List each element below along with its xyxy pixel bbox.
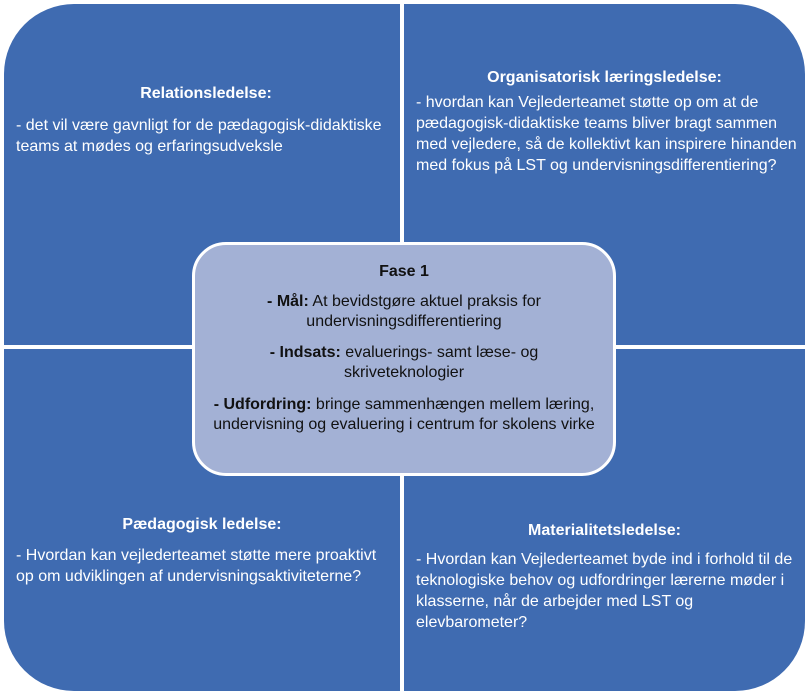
phase-item-label: - Indsats:	[269, 344, 341, 361]
phase-item-text: evaluerings- samt læse- og skriveteknologier	[343, 344, 539, 381]
quadrant-title: Organisatorisk læringsledelse:	[487, 69, 722, 86]
phase-item-indsats	[209, 343, 599, 383]
quadrant-title: Relationsledelse:	[140, 85, 272, 102]
quadrant-title: Pædagogisk ledelse:	[122, 516, 282, 533]
quadrant-body: - Hvordan kan vejlederteamet støtte mere proaktivt op om udviklingen af undervisningsaktiviteterne?	[16, 547, 377, 585]
phase-item-udfordring	[209, 395, 599, 435]
quadrant-title: Materialitetsledelse:	[528, 522, 681, 539]
phase-item-maal	[209, 292, 599, 332]
phase-item-text: bringe sammenhængen mellem læring, undervisning og evaluering i centrum for skolens virke	[213, 396, 595, 433]
quadrant-body: - Hvordan kan Vejlederteamet byde ind i forhold til de teknologiske behov og udfordringer lærerne møder i klasserne, når de arbejder med LST og elevbarometer?	[416, 551, 793, 631]
phase-item-label: - Udfordring:	[213, 396, 312, 413]
phase-item-text: At bevidstgøre aktuel praksis for undervisningsdifferentiering	[306, 293, 541, 330]
center-phase-box	[192, 242, 616, 476]
phase-item-label: - Mål:	[267, 293, 309, 310]
quadrant-body: - hvordan kan Vejlederteamet støtte op om at de pædagogisk-didaktiske teams bliver bragt sammen med vejledere, så de kollektivt kan inspirere hinanden med fokus på LST og undervisningsdifferentiering?	[416, 94, 797, 174]
quadrant-body: - det vil være gavnligt for de pædagogisk-didaktiske teams at mødes og erfaringsudveksle	[16, 117, 382, 155]
phase-title: Fase 1	[379, 263, 429, 280]
